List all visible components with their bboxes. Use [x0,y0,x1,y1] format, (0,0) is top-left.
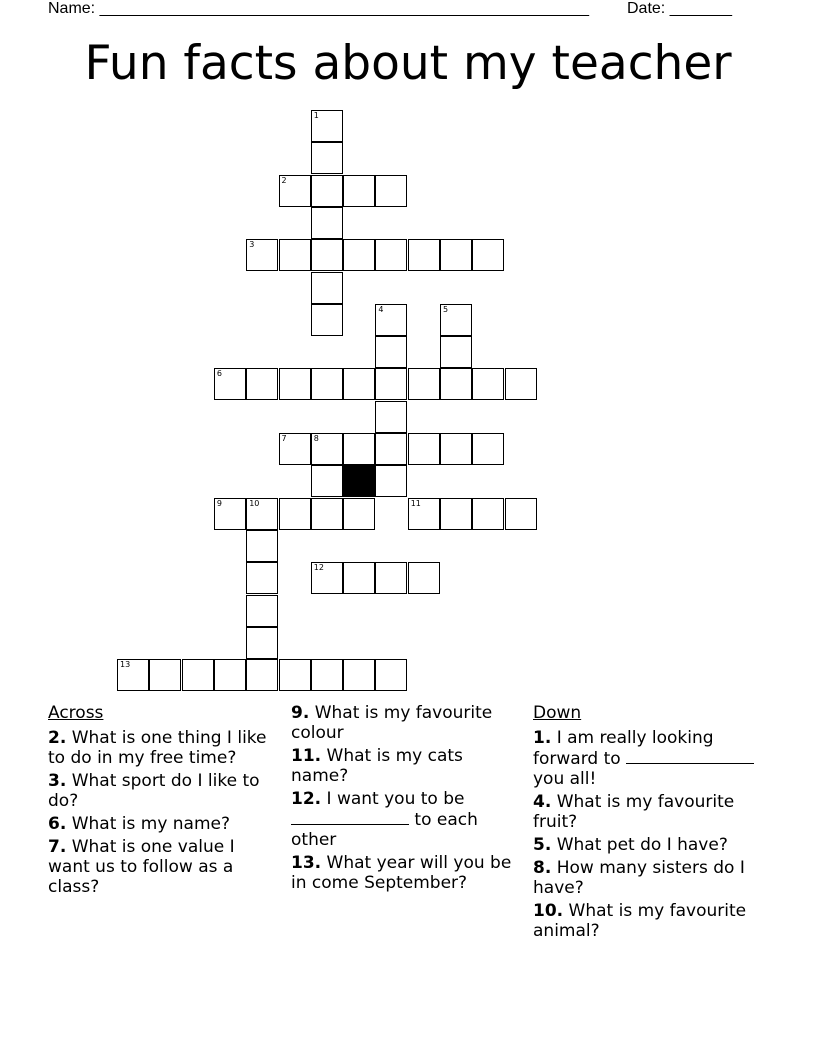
grid-cell[interactable] [408,562,440,594]
across-clues-continued [291,703,516,896]
clue-number-label: 12 [313,563,324,573]
grid-cell[interactable] [279,659,311,691]
clue-down-1: 1. I am really looking forward to you all! [533,728,758,789]
clue-down-10: 10. What is my favourite animal? [533,901,747,941]
grid-cell[interactable] [375,239,407,271]
grid-cell[interactable] [311,562,343,594]
grid-cell[interactable] [408,433,440,465]
clue-number-label: 2 [281,175,287,185]
clue-number-label: 13 [120,660,131,670]
grid-cell[interactable] [440,239,472,271]
clue-down-8: 8. How many sisters do I have? [533,858,745,898]
grid-cell[interactable] [505,498,537,530]
grid-cell[interactable] [472,368,504,400]
grid-cell[interactable] [343,433,375,465]
grid-cell[interactable] [375,433,407,465]
answer-blank [626,748,754,764]
across-clues [48,703,273,900]
page-title: Fun facts about my teacher [84,36,732,91]
clue-number-label: 10 [249,498,260,508]
grid-cell[interactable] [311,239,343,271]
grid-cell[interactable] [408,498,440,530]
grid-cell[interactable] [311,110,343,142]
grid-cell[interactable] [408,368,440,400]
clue-down-5: 5. What pet do I have? [533,835,728,855]
answer-blank [291,809,409,825]
grid-cell[interactable] [343,562,375,594]
down-clues [533,703,758,944]
grid-cell[interactable] [375,401,407,433]
grid-cell[interactable] [279,498,311,530]
grid-cell[interactable] [375,368,407,400]
grid-cell[interactable] [279,239,311,271]
name-field[interactable]: Name: _______________________________________________________ [48,0,589,17]
grid-cell[interactable] [311,175,343,207]
grid-cell[interactable] [311,207,343,239]
grid-cell[interactable] [246,239,278,271]
grid-cell[interactable] [182,659,214,691]
grid-cell[interactable] [343,659,375,691]
clue-across-12: 12. I want you to be to each other [291,789,478,850]
grid-cell[interactable] [246,368,278,400]
clue-across-6: 6. What is my name? [48,814,231,834]
grid-cell[interactable] [311,304,343,336]
clue-number-label: 5 [443,304,449,314]
grid-cell[interactable] [149,659,181,691]
grid-cell[interactable] [375,659,407,691]
grid-cell[interactable] [246,627,278,659]
grid-cell[interactable] [408,239,440,271]
clue-across-13: 13. What year will you be in come September? [291,853,512,893]
clue-across-2: 2. What is one thing I like to do in my free time? [48,728,267,768]
clue-number-label: 3 [249,240,255,250]
grid-cell[interactable] [343,368,375,400]
clue-across-3: 3. What sport do I like to do? [48,771,260,811]
grid-cell[interactable] [343,175,375,207]
grid-cell[interactable] [214,659,246,691]
grid-cell[interactable] [311,368,343,400]
grid-cell[interactable] [279,368,311,400]
grid-cell[interactable] [311,465,343,497]
grid-cell[interactable] [375,465,407,497]
clue-across-11: 11. What is my cats name? [291,746,463,786]
clue-number-label: 11 [410,498,421,508]
grid-cell[interactable] [117,659,149,691]
clue-number-label: 8 [313,434,319,443]
grid-cell[interactable] [375,175,407,207]
grid-cell[interactable] [440,336,472,368]
grid-cell[interactable] [246,659,278,691]
grid-cell[interactable] [440,368,472,400]
grid-cell[interactable] [375,336,407,368]
grid-cell[interactable] [440,304,472,336]
grid-cell[interactable] [472,433,504,465]
clue-number-label: 6 [216,369,222,379]
grid-cell[interactable] [246,498,278,530]
grid-cell[interactable] [375,562,407,594]
clue-number-label: 4 [378,304,384,314]
grid-cell[interactable] [472,239,504,271]
grid-cell[interactable] [311,272,343,304]
grid-cell[interactable] [472,498,504,530]
across-heading: Across [48,703,104,723]
clue-number-label: 9 [216,498,222,508]
grid-cell[interactable] [311,659,343,691]
clue-number-label: 7 [281,434,287,443]
grid-cell[interactable] [246,530,278,562]
clue-across-9: 9. What is my favourite colour [291,703,493,743]
grid-cell[interactable] [343,498,375,530]
grid-cell[interactable] [279,433,311,465]
grid-cell[interactable] [440,498,472,530]
clue-number-label: 1 [313,111,319,120]
grid-black-cell [343,465,375,497]
clue-down-4: 4. What is my favourite fruit? [533,792,735,832]
grid-cell[interactable] [440,433,472,465]
grid-cell[interactable] [214,498,246,530]
grid-cell[interactable] [246,562,278,594]
down-heading: Down [533,703,582,723]
grid-cell[interactable] [279,175,311,207]
grid-cell[interactable] [311,142,343,174]
grid-cell[interactable] [246,595,278,627]
grid-cell[interactable] [343,239,375,271]
grid-cell[interactable] [311,498,343,530]
grid-cell[interactable] [375,304,407,336]
clue-across-7: 7. What is one value I want us to follow as a class? [48,837,235,897]
grid-cell[interactable] [505,368,537,400]
grid-cell[interactable] [214,368,246,400]
grid-cell[interactable] [311,433,343,465]
date-field[interactable]: Date: _______ [627,0,732,17]
